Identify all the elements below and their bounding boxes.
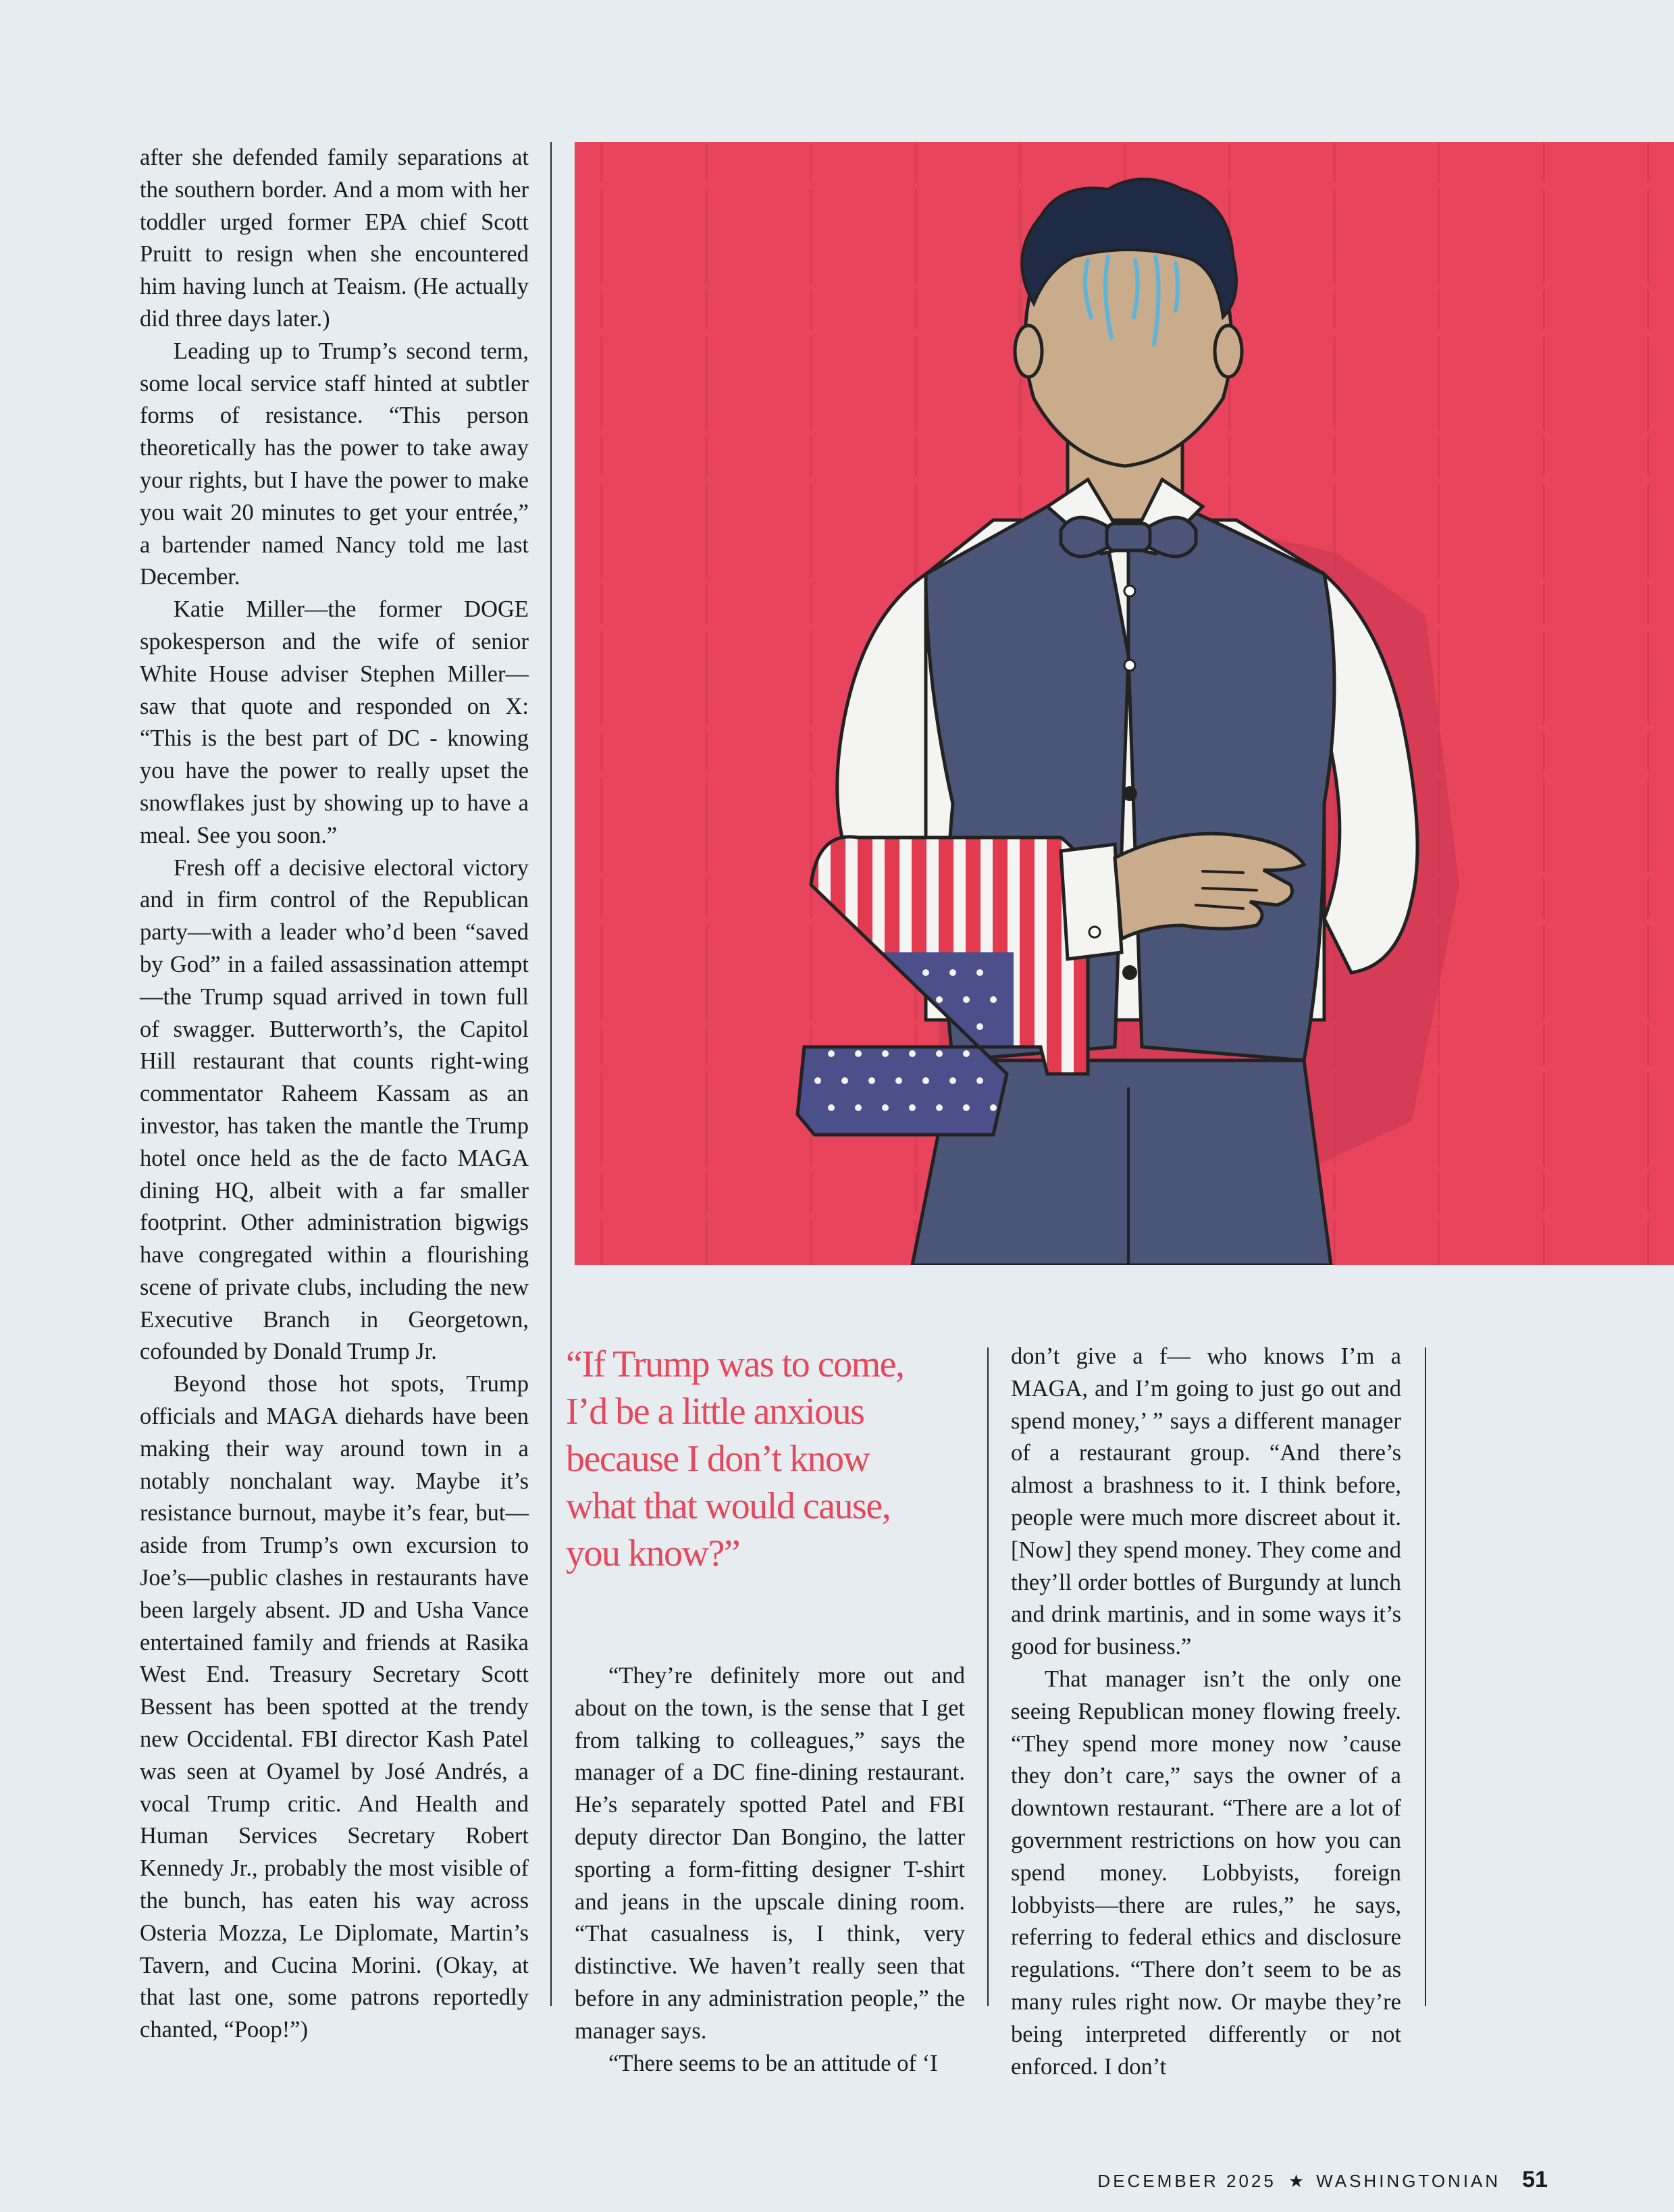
paragraph: “They’re definitely more out and about on the town, is the sense that I get from talking to colleagues,” says the manager of a DC fine-dining restaurant. He’s separately spotted Patel and FBI deputy director Dan Bongino, the latter sporting a form-fitting designer T-shirt and jeans in the upscale dining room. “That casualness is, I think, very distinctive. We haven’t really seen that before in any administration people,” the manager says. [575, 1663, 965, 2044]
article-column-3 [1011, 1341, 1401, 2083]
article-column-1 [140, 142, 529, 2047]
paragraph: after she defended family separations at the southern border. And a mom with her toddler urged former EPA chief Scott Pruitt to resign when she encountered him having lunch at Teaism. (He actually did three days later.) [140, 145, 529, 332]
paragraph: Leading up to Trump’s second term, some local service staff hinted at subtler forms of resistance. “This person theoretically has the power to take away your rights, but I have the power to make you wait 20 minutes to get your entrée,” a bartender named Nancy told me last December. [140, 338, 529, 590]
issue-date: DECEMBER 2025 [1097, 2171, 1276, 2191]
paragraph: don’t give a f— who knows I’m a MAGA, and I’m going to just go out and spend money,’ ” says a different manager of a restaurant group. “And there’s almost a brashness to it. I think before, people were much more discreet about it. [Now] they spend money. They come and they’ll order bottles of Burgundy at lunch and drink martinis, and in some ways it’s good for business.” [1011, 1343, 1401, 1660]
article-column-2 [575, 1660, 965, 2080]
paragraph: Katie Miller—the former DOGE spokesperson and the wife of senior White House adviser Stephen Miller—saw that quote and responded on X: “This is the best part of DC - knowing you have the power to really upset the snowflakes just by showing up to have a meal. See you soon.” [140, 596, 529, 848]
paragraph: Beyond those hot spots, Trump officials and MAGA diehards have been making their way around town in a notably nonchalant way. Maybe it’s resistance burnout, maybe it’s fear, but—aside from Trump’s own excursion to Joe’s—public clashes in restaurants have been largely absent. JD and Usha Vance entertained family and friends at Rasika West End. Treasury Secretary Scott Bessent has been spotted at the trendy new Occidental. FBI director Kash Patel was seen at Oyamel by José Andrés, a vocal Trump critic. And Health and Human Services Secretary Robert Kennedy Jr., probably the most visible of the bunch, has eaten his way across Osteria Mozza, Le Diplomate, Martin’s Tavern, and Cucina Morini. (Okay, at that last one, some patrons reportedly chanted, “Poop!”) [140, 1371, 529, 2043]
paragraph: Fresh off a decisive electoral victory and in firm control of the Republican party—with a leader who’d been “saved by God” in a failed assassination attempt—the Trump squad arrived in town full of swagger. Butterworth’s, the Capitol Hill restaurant that counts right-wing commentator Raheem Kassam as an investor, has taken the mantle the Trump hotel once held as the de facto MAGA dining HQ, albeit with a far smaller footprint. Other administration bigwigs have congregated within a flourishing scene of private clubs, including the new Executive Branch in Georgetown, cofounded by Donald Trump Jr. [140, 854, 529, 1365]
page-folio [1097, 2167, 1548, 2193]
column-rule [550, 142, 552, 2006]
pull-quote: “If Trump was to come, I’d be a little anxious because I don’t know what that would cause, you know?” [566, 1343, 904, 1574]
column-rule [987, 1347, 989, 2006]
column-rule [1425, 1347, 1426, 2006]
page-number: 51 [1522, 2167, 1548, 2192]
paragraph: That manager isn’t the only one seeing Republican money flowing freely. “They spend more money now ’cause they don’t care,” says the owner of a downtown restaurant. “There are a lot of government restrictions on how you can spend money. Lobbyists, foreign lobbyists—there are rules,” he says, referring to federal ethics and disclosure regulations. “There don’t seem to be as many rules right now. Or maybe they’re being interpreted differently or not enforced. I don’t [1011, 1666, 1401, 2080]
star-icon: ★ [1288, 2171, 1305, 2191]
publication-name: WASHINGTONIAN [1316, 2171, 1501, 2191]
paragraph: “There seems to be an attitude of ‘I [608, 2050, 938, 2076]
waiter-illustration [575, 142, 1674, 1265]
